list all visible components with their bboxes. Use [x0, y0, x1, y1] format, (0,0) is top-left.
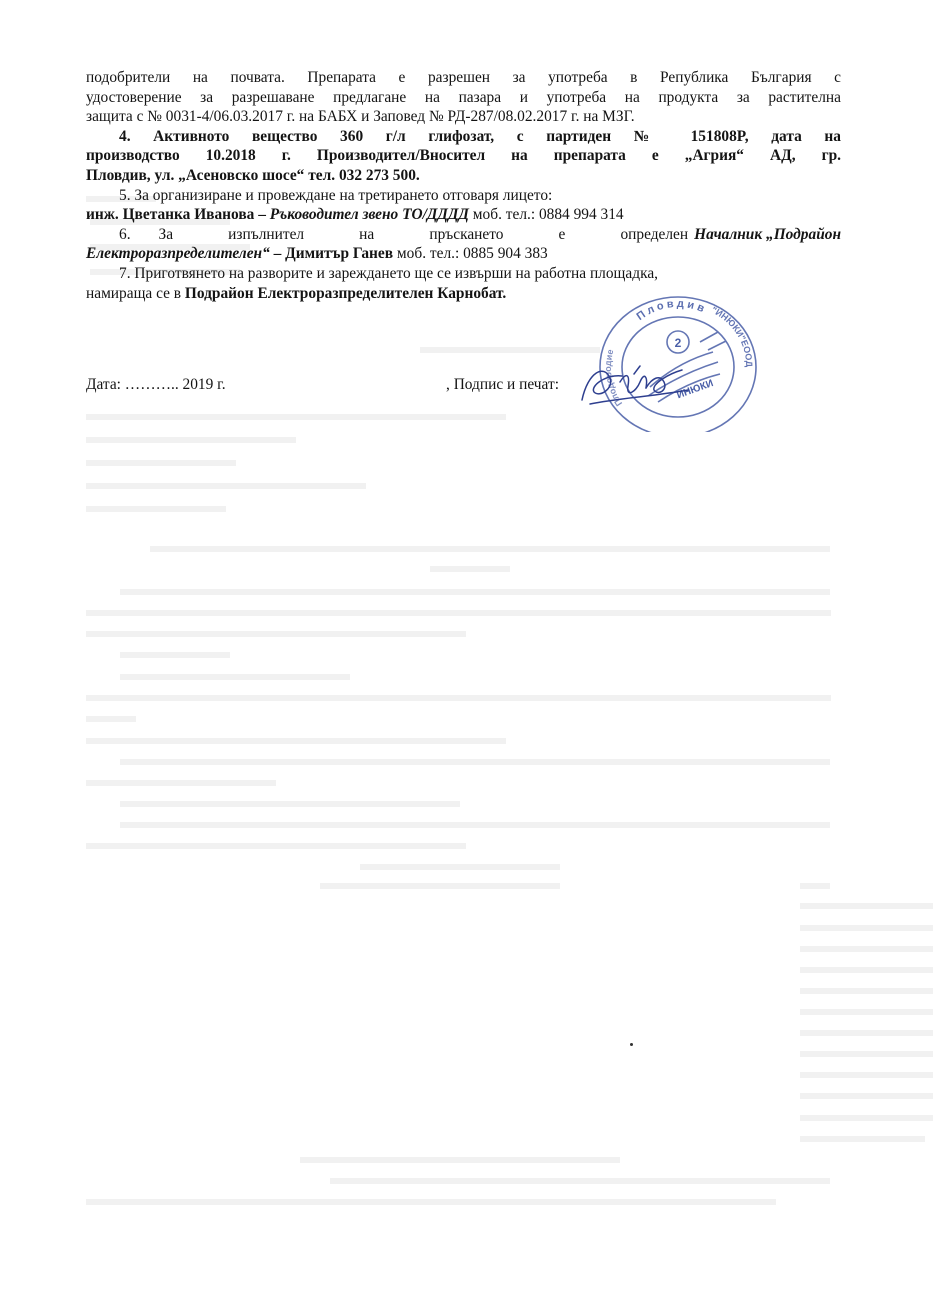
- intro-line-2: удостоверение за разрешаване предлагане на пазара и употреба на продукта за растителна: [86, 88, 841, 106]
- stamp-left-text: Плодородие: [602, 348, 625, 408]
- stamp-number: 2: [674, 336, 682, 350]
- responsible-person-name: инж. Цветанка Иванова –: [86, 206, 270, 224]
- item-4-line-1: 4. Активното вещество 360 г/л глифозат, с партиден № 151808P, дата на: [119, 127, 841, 145]
- responsible-person-phone: моб. тел.: 0884 994 314: [468, 206, 624, 224]
- item-4-paragraph: [86, 127, 841, 186]
- item-5-line-1: 5. За организиране и провеждане на третирането отговаря лицето:: [119, 186, 553, 204]
- work-site: Подрайон Електроразпределителен Карнобат.: [184, 284, 507, 302]
- signature-label: , Подпис и печат:: [446, 376, 559, 393]
- stamp-right-text: "ИНЮКИ"ЕООД: [709, 304, 755, 368]
- item-5-paragraph: [86, 186, 841, 225]
- item-6-text: За изпълнител на пръскането е определен: [158, 225, 689, 243]
- stamp-top-text: Пловдив: [634, 297, 709, 324]
- executor-name: – Димитър Ганев: [269, 245, 394, 263]
- item-6-line-1: 6. За изпълнител на пръскането е определен Началник „Подрайон: [119, 225, 841, 243]
- item-6-line-2: Електроразпределителен“ – Димитър Ганев моб. тел.: 0885 904 383: [86, 245, 548, 263]
- intro-line-3: защита с № 0031-4/06.03.2017 г. на БАБХ и Заповед № РД-287/08.02.2017 г. на МЗГ.: [86, 108, 635, 126]
- intro-paragraph: [86, 68, 841, 127]
- item-7-line-2: намираща се в Подрайон Електроразпределителен Карнобат.: [86, 284, 507, 302]
- executor-role: Началник „Подрайон: [694, 225, 841, 243]
- item-4-line-3: Пловдив, ул. „Асеновско шосе“ тел. 032 273 500.: [86, 166, 420, 184]
- executor-phone: моб. тел.: 0885 904 383: [393, 245, 548, 263]
- item-7-line-1: 7. Приготвянето на разворите и зареждането ще се извърши на работна площадка,: [119, 264, 658, 282]
- item-4-line-2: производство 10.2018 г. Производител/Вносител на препарата е „Агрия“ АД, гр.: [86, 147, 841, 165]
- handwritten-signature: [570, 352, 700, 422]
- dot-mark: [630, 1043, 633, 1046]
- item-5-line-2: [86, 205, 841, 225]
- intro-line-1: подобрители на почвата. Препарата е разрешен за употреба в Република България с: [86, 69, 841, 86]
- date-field: Дата: ……….. 2019 г.: [86, 376, 226, 393]
- item-6-paragraph: [86, 225, 841, 264]
- stamp-inner-text: ИНЮКИ: [675, 377, 715, 402]
- responsible-person-role: Ръководител звено ТО/ДДДД: [269, 206, 469, 224]
- document-body: [86, 68, 841, 303]
